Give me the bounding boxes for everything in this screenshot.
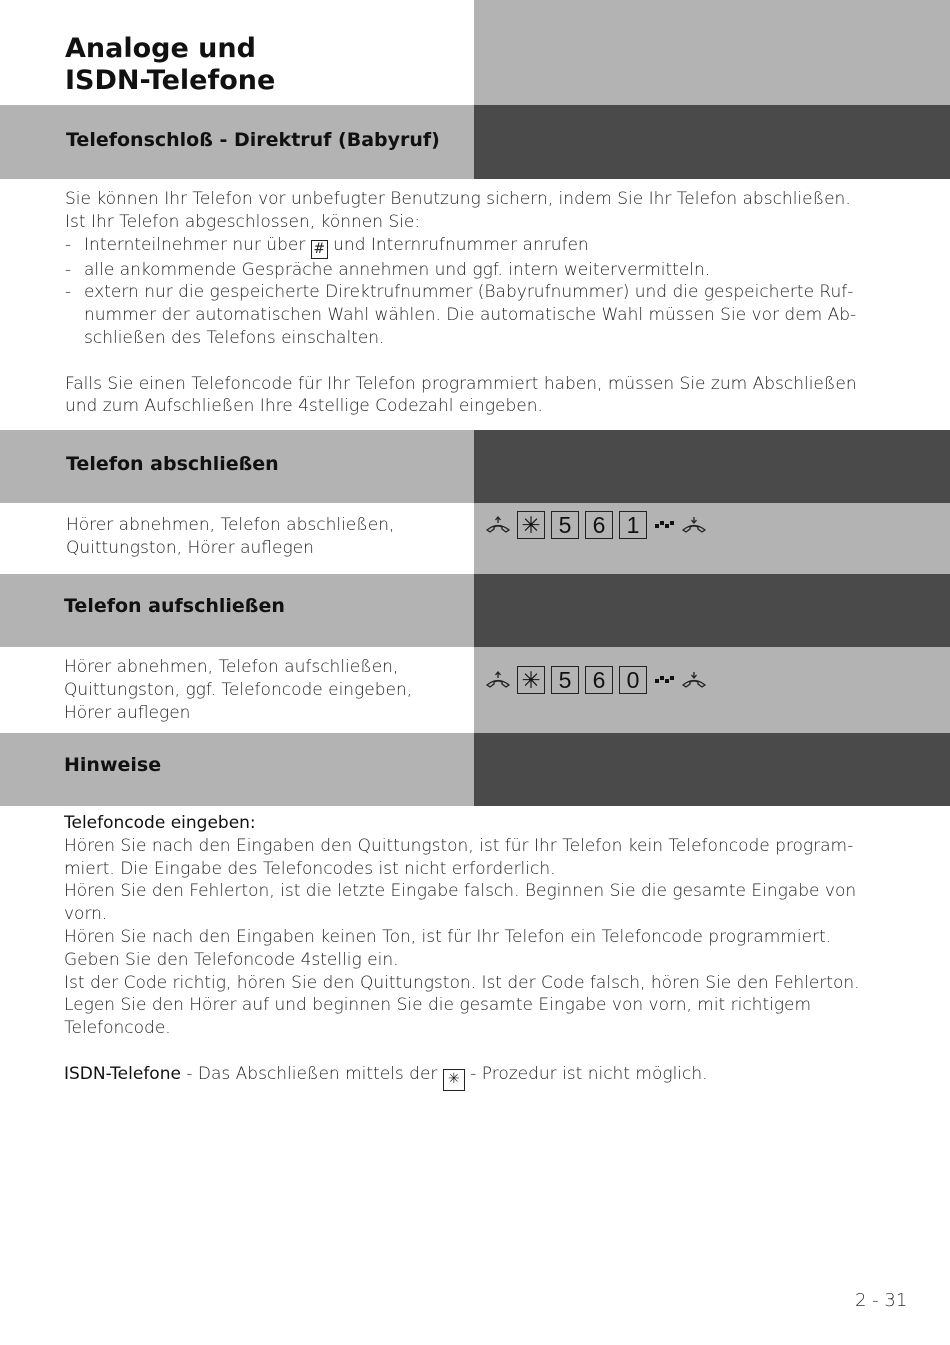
page-title <box>65 33 275 97</box>
title-side-panel <box>474 0 950 105</box>
intro-line: und zum Aufschließen Ihre 4stellige Codezahl eingeben. <box>65 396 543 417</box>
unlock-key-sequence <box>485 665 707 695</box>
lock-key-sequence <box>485 510 707 540</box>
lock-description <box>66 514 394 560</box>
key-digit: 5 <box>551 511 579 539</box>
lock-desc-line: Hörer abnehmen, Telefon abschließen, <box>66 515 395 535</box>
key-digit: 1 <box>619 511 647 539</box>
list-item <box>65 259 925 282</box>
lock-desc-line: Quittungston, Hörer auflegen <box>66 537 314 558</box>
lock-heading: Telefon abschließen <box>66 453 279 475</box>
lock-header-dark-panel <box>474 430 950 503</box>
handset-hangup-icon <box>681 515 707 535</box>
handset-hangup-icon <box>681 670 707 690</box>
list-item <box>65 281 925 304</box>
handset-pickup-icon <box>485 670 511 690</box>
unlock-header-dark-panel <box>474 574 950 647</box>
key-star: ✳ <box>517 511 545 539</box>
notes-heading: Hinweise <box>64 754 162 776</box>
unlock-desc-line: Quittungston, ggf. Telefoncode eingeben, <box>64 679 413 700</box>
list-item-text: extern nur die gespeicherte Direktrufnummer (Babyrufnummer) und die gespeicherte Ruf- <box>84 282 854 303</box>
list-item-text: alle ankommende Gespräche annehmen und ggf. intern weitervermitteln. <box>84 259 711 280</box>
star-key-icon: ✳ <box>443 1069 465 1091</box>
notes-line: Hören Sie den Fehlerton, ist die letzte Eingabe falsch. Beginnen Sie die gesamte Eingabe von <box>64 881 857 902</box>
unlock-desc-line: Hörer abnehmen, Telefon aufschließen, <box>64 657 399 677</box>
list-item-text: Internteilnehmer nur über <box>84 234 306 255</box>
page-title-line2: ISDN-Telefone <box>65 65 276 96</box>
bullet-dash: - <box>65 259 72 280</box>
key-digit: 6 <box>585 511 613 539</box>
page-number: 2 - 31 <box>855 1290 908 1311</box>
bullet-dash: - <box>65 282 72 303</box>
key-digit: 6 <box>585 666 613 694</box>
isdn-note <box>64 1063 924 1091</box>
list-item-text: und Internrufnummer anrufen <box>333 234 589 255</box>
notes-line: Telefoncode. <box>64 1018 171 1039</box>
notes-line: Hören Sie nach den Eingaben den Quittungston, ist für Ihr Telefon kein Telefoncode program- <box>64 835 854 856</box>
notes-line: Geben Sie den Telefoncode 4stellig ein. <box>64 949 399 970</box>
intro-line: Sie können Ihr Telefon vor unbefugter Benutzung sichern, indem Sie Ihr Telefon abschließen. <box>65 189 851 209</box>
intro-line: Falls Sie einen Telefoncode für Ihr Telefon programmiert haben, müssen Sie zum Abschließen <box>65 373 857 394</box>
unlock-desc-line: Hörer auflegen <box>64 702 191 723</box>
notes-line: Hören Sie nach den Eingaben keinen Ton, ist für Ihr Telefon ein Telefoncode programmiert. <box>64 926 832 947</box>
intro-line: Ist Ihr Telefon abgeschlossen, können Sie: <box>65 211 421 232</box>
notes-line: Ist der Code richtig, hören Sie den Quittungston. Ist der Code falsch, hören Sie den Fehlerton. <box>64 972 860 993</box>
section-heading: Telefonschloß - Direktruf (Babyruf) <box>66 129 440 151</box>
notes-header-dark-panel <box>474 733 950 806</box>
isdn-note-text: - Das Abschließen mittels der <box>180 1063 438 1084</box>
intro-text <box>65 188 925 418</box>
confirmation-tone-icon <box>653 518 675 532</box>
notes-subheading: Telefoncode eingeben: <box>64 813 256 833</box>
isdn-note-text: - Prozedur ist nicht möglich. <box>470 1063 708 1084</box>
key-digit: 0 <box>619 666 647 694</box>
hash-key-icon: # <box>311 240 328 259</box>
isdn-label: ISDN-Telefone <box>64 1063 181 1084</box>
notes-text <box>64 812 924 1091</box>
notes-line: vorn. <box>64 904 108 925</box>
list-item-continuation: schließen des Telefons einschalten. <box>84 327 385 348</box>
unlock-heading: Telefon aufschließen <box>64 595 285 617</box>
section-header-dark-panel <box>474 105 950 179</box>
list-item <box>65 234 925 259</box>
key-digit: 5 <box>551 666 579 694</box>
unlock-description <box>64 656 412 724</box>
key-star: ✳ <box>517 666 545 694</box>
list-item-continuation: nummer der automatischen Wahl wählen. Die automatische Wahl müssen Sie vor dem Ab- <box>84 305 857 326</box>
notes-line: miert. Die Eingabe des Telefoncodes ist nicht erforderlich. <box>64 858 556 879</box>
page-title-line1: Analoge und <box>65 33 256 64</box>
confirmation-tone-icon <box>653 673 675 687</box>
handset-pickup-icon <box>485 515 511 535</box>
bullet-dash: - <box>65 234 72 255</box>
notes-line: Legen Sie den Hörer auf und beginnen Sie die gesamte Eingabe von vorn, mit richtigem <box>64 995 812 1016</box>
